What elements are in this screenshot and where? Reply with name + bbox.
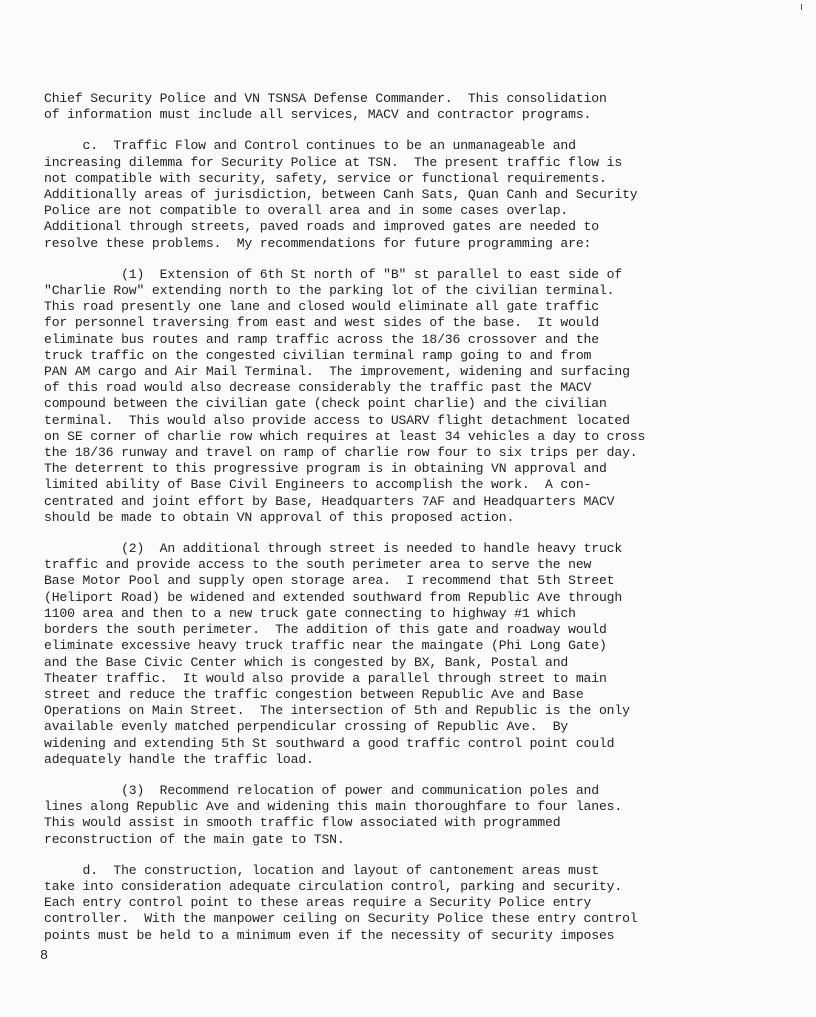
paragraph-c-3 bbox=[44, 783, 684, 848]
text-line: of this road would also decrease considerably the traffic past the MACV bbox=[44, 380, 592, 396]
text-line: The deterrent to this progressive program is in obtaining VN approval and bbox=[44, 461, 607, 477]
text-line: "Charlie Row" extending north to the parking lot of the civilian terminal. bbox=[44, 283, 615, 299]
text-line: This road presently one lane and closed would eliminate all gate traffic bbox=[44, 299, 599, 315]
document-body bbox=[44, 91, 684, 959]
text-line: eliminate bus routes and ramp traffic across the 18/36 crossover and the bbox=[44, 331, 599, 347]
text-line: 1100 area and then to a new truck gate connecting to highway #1 which bbox=[44, 605, 576, 621]
text-line: Police are not compatible to overall area and in some cases overlap. bbox=[44, 203, 569, 219]
text-line: increasing dilemma for Security Police at TSN. The present traffic flow is bbox=[44, 154, 623, 170]
text-line: Each entry control point to these areas require a Security Police entry bbox=[44, 895, 592, 911]
text-line: on SE corner of charlie row which requires at least 34 vehicles a day to cross bbox=[44, 428, 646, 444]
text-line: traffic and provide access to the south perimeter area to serve the new bbox=[44, 557, 592, 573]
text-line: for personnel traversing from east and west sides of the base. It would bbox=[44, 315, 599, 331]
text-line: (3) Recommend relocation of power and communication poles and bbox=[44, 782, 599, 798]
text-line: compound between the civilian gate (check point charlie) and the civilian bbox=[44, 396, 607, 412]
text-line: Additional through streets, paved roads and improved gates are needed to bbox=[44, 219, 599, 235]
text-line: lines along Republic Ave and widening this main thoroughfare to four lanes. bbox=[44, 799, 623, 815]
text-line: of information must include all services, MACV and contractor programs. bbox=[44, 107, 592, 123]
text-line: terminal. This would also provide access to USARV flight detachment located bbox=[44, 412, 630, 428]
text-line: d. The construction, location and layout of cantonement areas must bbox=[44, 862, 599, 878]
text-line: the 18/36 runway and travel on ramp of charlie row four to six trips per day. bbox=[44, 445, 638, 461]
text-line: and the Base Civic Center which is congested by BX, Bank, Postal and bbox=[44, 654, 569, 670]
text-line: street and reduce the traffic congestion between Republic Ave and Base bbox=[44, 686, 584, 702]
text-line: take into consideration adequate circulation control, parking and security. bbox=[44, 878, 623, 894]
paragraph-c-1 bbox=[44, 267, 684, 526]
text-line: widening and extending 5th St southward a good traffic control point could bbox=[44, 735, 615, 751]
page-number: 8 bbox=[40, 949, 49, 964]
text-line: PAN AM cargo and Air Mail Terminal. The improvement, widening and surfacing bbox=[44, 364, 630, 380]
text-line: Operations on Main Street. The intersection of 5th and Republic is the only bbox=[44, 703, 630, 719]
text-line: Base Motor Pool and supply open storage area. I recommend that 5th Street bbox=[44, 573, 615, 589]
text-line: truck traffic on the congested civilian terminal ramp going to and from bbox=[44, 347, 592, 363]
paragraph-c-2 bbox=[44, 541, 684, 768]
text-line: centrated and joint effort by Base, Headquarters 7AF and Headquarters MACV bbox=[44, 493, 615, 509]
text-line: (1) Extension of 6th St north of "B" st parallel to east side of bbox=[44, 266, 623, 282]
text-line: points must be held to a minimum even if the necessity of security imposes bbox=[44, 927, 615, 943]
text-line: reconstruction of the main gate to TSN. bbox=[44, 831, 345, 847]
scan-edge-mark bbox=[801, 4, 802, 10]
text-line: not compatible with security, safety, service or functional requirements. bbox=[44, 170, 607, 186]
text-line: Additionally areas of jurisdiction, between Canh Sats, Quan Canh and Security bbox=[44, 187, 638, 203]
text-line: borders the south perimeter. The addition of this gate and roadway would bbox=[44, 622, 607, 638]
paragraph-d bbox=[44, 863, 684, 944]
text-line: resolve these problems. My recommendations for future programming are: bbox=[44, 235, 592, 251]
text-line: should be made to obtain VN approval of this proposed action. bbox=[44, 509, 515, 525]
text-line: Theater traffic. It would also provide a parallel through street to main bbox=[44, 670, 607, 686]
text-line: This would assist in smooth traffic flow associated with programmed bbox=[44, 815, 561, 831]
text-line: (2) An additional through street is needed to handle heavy truck bbox=[44, 541, 623, 557]
text-line: Chief Security Police and VN TSNSA Defense Commander. This consolidation bbox=[44, 91, 607, 106]
text-line: limited ability of Base Civil Engineers to accomplish the work. A con- bbox=[44, 477, 592, 493]
text-line: adequately handle the traffic load. bbox=[44, 751, 314, 767]
text-line: available evenly matched perpendicular crossing of Republic Ave. By bbox=[44, 719, 569, 735]
paragraph-c bbox=[44, 138, 684, 251]
text-line: (Heliport Road) be widened and extended southward from Republic Ave through bbox=[44, 589, 623, 605]
paragraph-b-continuation bbox=[44, 91, 684, 123]
text-line: eliminate excessive heavy truck traffic near the maingate (Phi Long Gate) bbox=[44, 638, 607, 654]
text-line: controller. With the manpower ceiling on Security Police these entry control bbox=[44, 911, 638, 927]
text-line: c. Traffic Flow and Control continues to be an unmanageable and bbox=[44, 138, 576, 154]
